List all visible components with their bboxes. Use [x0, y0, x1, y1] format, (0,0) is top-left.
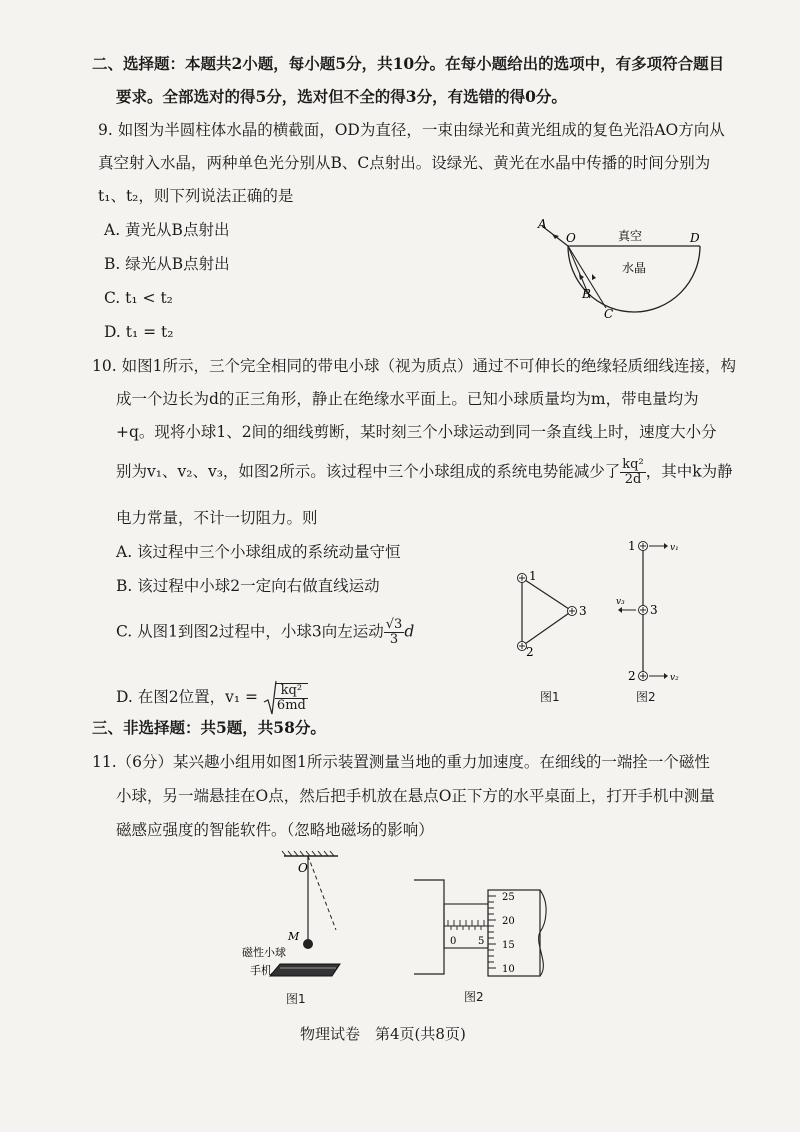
q10-energy-denominator: 2d: [624, 472, 642, 487]
q9-label-d: D: [690, 231, 700, 245]
q9-option-d: D. t₁ = t₂: [104, 323, 174, 341]
q10-figure2: [610, 534, 690, 690]
q10-stem-line3: +q。现将小球1、2间的细线剪断，某时刻三个小球运动到同一条直线上时，速度大小分: [116, 423, 717, 441]
q11-main-scale-0: 0: [450, 936, 457, 947]
q11-main-scale-5: 5: [478, 936, 485, 947]
q11-micrometer-figure: [410, 874, 560, 984]
q11-thimble-15: 15: [502, 940, 515, 951]
q10-figure1: [510, 566, 600, 658]
q10-fig2-caption: 图2: [636, 690, 656, 704]
q11-thimble-10: 10: [502, 964, 515, 975]
q10-stem-line4: [116, 458, 733, 487]
q10-option-c-denominator: 3: [389, 632, 399, 647]
q10-stem-line2: 成一个边长为d的正三角形，静止在绝缘水平面上。已知小球质量均为m，带电量均为: [116, 390, 699, 408]
q11-stem-line1: 11.（6分）某兴趣小组用如图1所示装置测量当地的重力加速度。在细线的一端拴一个磁性: [92, 753, 710, 771]
q10-option-c-fraction: [384, 618, 405, 647]
q9-stem-line2: 真空射入水晶，两种单色光分别从B、C点射出。设绿光、黄光在水晶中传播的时间分别为: [98, 154, 711, 172]
q10-option-c-text: C. 从图1到图2过程中，小球3向左运动: [116, 622, 384, 641]
q10-option-d-sqrt: [263, 680, 308, 716]
q9-label-c: C: [604, 307, 614, 320]
q10-stem-line5: 电力常量，不计一切阻力。则: [116, 509, 318, 527]
q10-stem-line4-b: ，其中k为静: [645, 462, 733, 481]
q10-stem-line4-a: 别为v₁、v₂、v₃，如图2所示。该过程中三个小球组成的系统电势能减少了: [116, 462, 621, 481]
q10-option-a: A. 该过程中三个小球组成的系统动量守恒: [116, 543, 401, 561]
q9-option-b: B. 绿光从B点射出: [104, 255, 230, 273]
q10-energy-numerator: kq²: [622, 457, 644, 472]
q11-pendulum-figure: [236, 850, 366, 990]
q10-fig2-v2: v₂: [670, 673, 679, 683]
q10-option-d-fraction: [275, 683, 308, 713]
q10-fig2-v1: v₁: [670, 543, 679, 553]
q11-label-phone: 手机: [250, 964, 272, 977]
q10-option-d-denominator: 6md: [276, 698, 306, 713]
q9-option-c: C. t₁ < t₂: [104, 289, 173, 307]
q9-label-b: B: [582, 287, 591, 301]
section3-heading: 三、非选择题：共5题，共58分。: [92, 718, 326, 737]
q11-stem-line2: 小球，另一端悬挂在O点，然后把手机放在悬点O正下方的水平桌面上，打开手机中测量: [116, 787, 715, 805]
q10-option-b: B. 该过程中小球2一定向右做直线运动: [116, 577, 380, 595]
q9-label-vacuum: 真空: [618, 229, 643, 243]
q10-stem-line1: 10. 如图1所示，三个完全相同的带电小球（视为质点）通过不可伸长的绝缘轻质细线连接，构: [92, 357, 736, 375]
q11-thimble-20: 20: [502, 916, 515, 927]
q10-fig2-ball1: 1: [628, 539, 636, 553]
q10-fig1-ball2: 2: [526, 645, 534, 658]
q9-crystal-figure: [530, 214, 710, 320]
q11-stem-line3: 磁感应强度的智能软件。（忽略地磁场的影响）: [116, 821, 434, 839]
q10-option-c: [116, 618, 414, 647]
q10-option-c-numerator: √3: [385, 617, 403, 632]
q9-stem-line3: t₁、t₂，则下列说法正确的是: [98, 187, 294, 205]
q10-fig1-ball1: 1: [529, 569, 537, 583]
q9-label-a: A: [538, 217, 547, 231]
q9-option-a: A. 黄光从B点射出: [104, 221, 230, 239]
q10-energy-fraction: [620, 458, 645, 487]
q11-thimble-25: 25: [502, 892, 515, 903]
q10-fig2-ball2: 2: [628, 669, 636, 683]
magnetic-ball: [303, 939, 313, 949]
q11-label-o: O: [298, 861, 308, 875]
q11-fig1-caption: 图1: [286, 992, 306, 1006]
q10-option-d-text: D. 在图2位置，v₁ =: [116, 688, 258, 706]
q10-fig2-v3: v₃: [616, 597, 625, 607]
q11-fig2-caption: 图2: [464, 990, 484, 1004]
q10-option-c-end: d: [404, 622, 415, 641]
q10-option-d: [116, 680, 308, 716]
section2-heading-line2: 要求。全部选对的得5分，选对但不全的得3分，有选错的得0分。: [116, 87, 567, 106]
q10-fig1-ball3: 3: [579, 604, 587, 618]
q11-label-ball: 磁性小球: [242, 946, 286, 959]
q10-option-d-numerator: kq²: [275, 684, 308, 699]
q9-stem-line1: 9. 如图为半圆柱体水晶的横截面，OD为直径，一束由绿光和黄光组成的复色光沿AO方向从: [98, 121, 725, 139]
q9-label-o: O: [566, 231, 576, 245]
q9-label-crystal: 水晶: [622, 261, 647, 275]
q11-label-m: M: [288, 930, 300, 943]
q10-fig1-caption: 图1: [540, 690, 560, 704]
q10-fig2-ball3: 3: [650, 603, 658, 617]
page-footer: 物理试卷 第4页(共8页): [300, 1025, 466, 1043]
section2-heading-line1: 二、选择题：本题共2小题，每小题5分，共10分。在每小题给出的选项中，有多项符合题目: [92, 54, 725, 73]
